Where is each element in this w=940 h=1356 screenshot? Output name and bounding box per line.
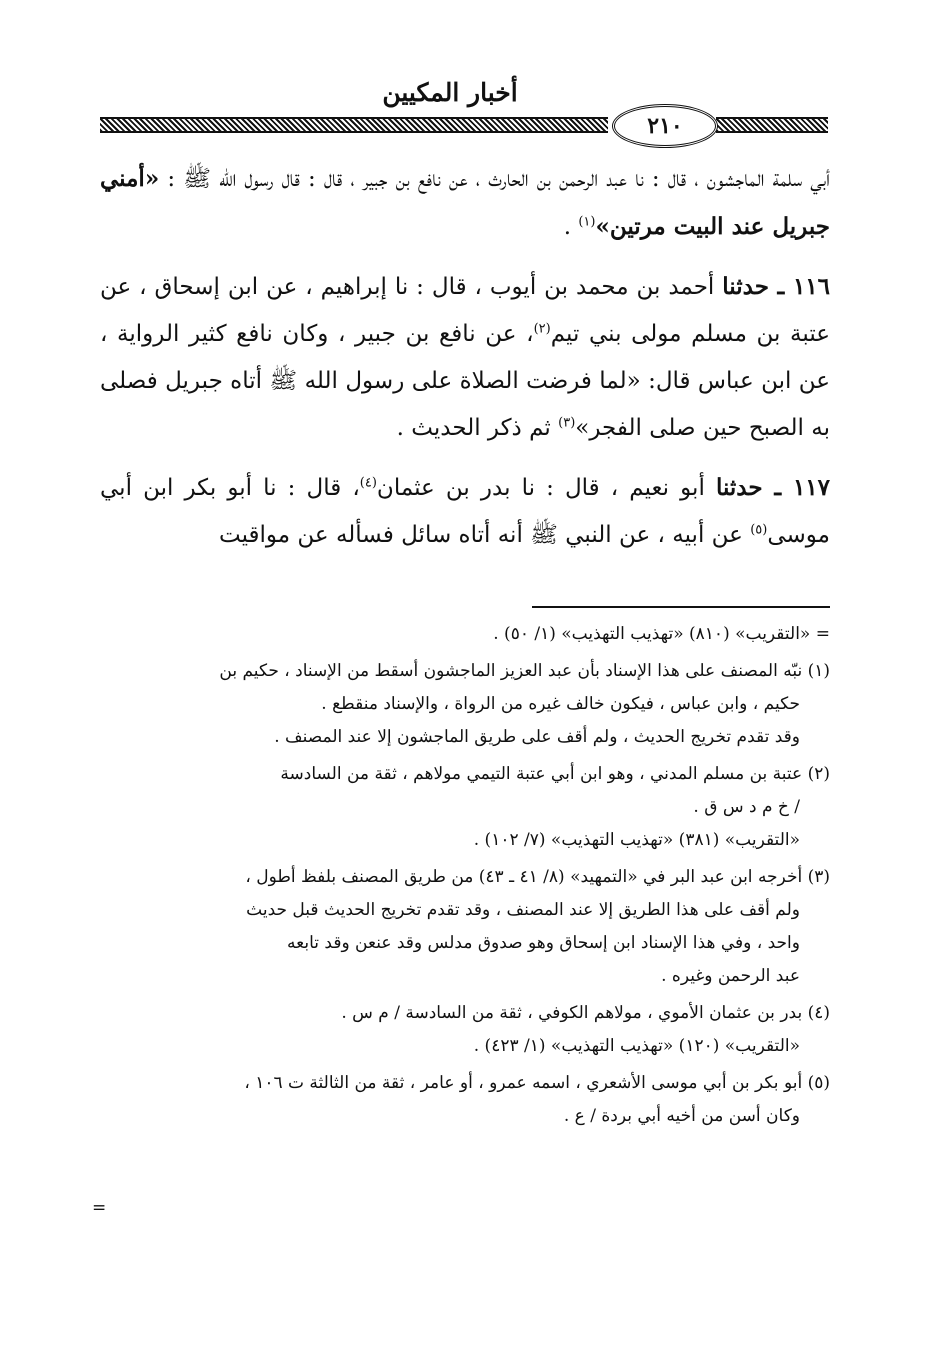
continuation-mark: = [92, 1198, 107, 1218]
footnote-2-line: «التقريب» (٣٨١) «تهذيب التهذيب» (٧/ ١٠٢) . [473, 830, 800, 850]
footnote-1-line: حكيم ، وابن عباس ، فيكون خالف غيره من الرواة ، والإسناد منقطع . [321, 694, 800, 714]
text-run: ، عن نافع بن جبير ، وكان نافع كثير الرواية ، عن ابن عباس قال: «لما فرضت الصلاة على رسول الله ﷺ أتاه جبريل فصلى به الصبح حين صلى الفجر» [100, 321, 830, 441]
hadith-quote: «أمني جبريل عند البيت مرتين» [100, 165, 830, 240]
footnote-5: (٥) أبو بكر بن أبي موسى الأشعري ، اسمه عمرو ، أو عامر ، ثقة من الثالثة ت ١٠٦ ، [244, 1073, 830, 1093]
footnote-3-line: واحد ، وفي هذا الإسناد ابن إسحاق وهو صدوق مدلس وقد عنعن وقد تابعه [287, 933, 800, 953]
footnote-3: (٣) أخرجه ابن عبد البر في «التمهيد» (٨/ ٤١ ـ ٤٣) من طريق المصنف بلفظ أطول ، [245, 867, 830, 887]
footnote-5-line: وكان أسن من أخيه أبي بردة / ع . [563, 1106, 800, 1126]
footnote-4-line: «التقريب» (١٢٠) «تهذيب التهذيب» (١/ ٤٢٣) . [473, 1036, 800, 1056]
paragraph-continuation [100, 155, 830, 251]
hadith-117 [100, 464, 830, 559]
text-run: أحمد بن محمد بن أيوب ، قال : نا إبراهيم ، عن ابن إسحاق ، عن عتبة بن مسلم مولى بني تيم [100, 274, 830, 347]
text-run: أبي سلمة الماجشون ، قال : نا عبد الرحمن بن الحارث ، عن نافع بن جبير ، قال : قال رسول الله ﷺ : [159, 166, 830, 192]
header-rule-right [716, 117, 828, 133]
footnote-2-line: / خ م د س ق . [693, 797, 800, 817]
header-rule-left [100, 117, 608, 133]
page-number: ٢١٠ [612, 104, 718, 148]
footnote-1-line: وقد تقدم تخريج الحديث ، ولم أقف على طريق الماجشون إلا عند المصنف . [274, 727, 800, 747]
text-run: . [563, 214, 579, 240]
hadith-number: ١١٧ ـ حدثنا [715, 474, 830, 501]
footnote-3-line: عبد الرحمن وغيره . [661, 966, 800, 986]
footnote-carryover: = «التقريب» (٨١٠) «تهذيب التهذيب» (١/ ٥٠) . [493, 624, 830, 644]
footnote-separator [532, 606, 830, 608]
text-run: أبو نعيم ، قال : نا بدر بن عثمان [376, 475, 716, 501]
text-run: عن أبيه ، عن النبي ﷺ أنه أتاه سائل فسأله عن مواقيت [219, 522, 751, 548]
footnote-3-line: ولم أقف على هذا الطريق إلا عند المصنف ، وقد تقدم تخريج الحديث قبل حديث [246, 900, 800, 920]
text-run: ، قال : نا أبو بكر ابن أبي موسى [100, 475, 830, 548]
footnote-ref: (٥) [750, 522, 768, 538]
hadith-116 [100, 263, 830, 452]
footnote-1: (١) نبّه المصنف على هذا الإسناد بأن عبد العزيز الماجشون أسقط من الإسناد ، حكيم بن [219, 661, 830, 681]
footnote-4: (٤) بدر بن عثمان الأموي ، مولاهم الكوفي ، ثقة من السادسة / م س . [341, 1003, 830, 1023]
footnote-ref: (٤) [359, 475, 377, 491]
hadith-number: ١١٦ ـ حدثنا [722, 273, 830, 300]
footnote-ref: (٢) [533, 321, 551, 337]
text-run: ثم ذكر الحديث . [396, 415, 559, 441]
running-title: أخبار المكيين [382, 78, 518, 107]
main-text [100, 155, 830, 571]
footnote-ref: (١) [578, 214, 596, 230]
footnotes [100, 618, 830, 1133]
footnote-ref: (٣) [558, 415, 576, 431]
footnote-2: (٢) عتبة بن مسلم المدني ، وهو ابن أبي عتبة التيمي مولاهم ، ثقة من السادسة [280, 764, 830, 784]
